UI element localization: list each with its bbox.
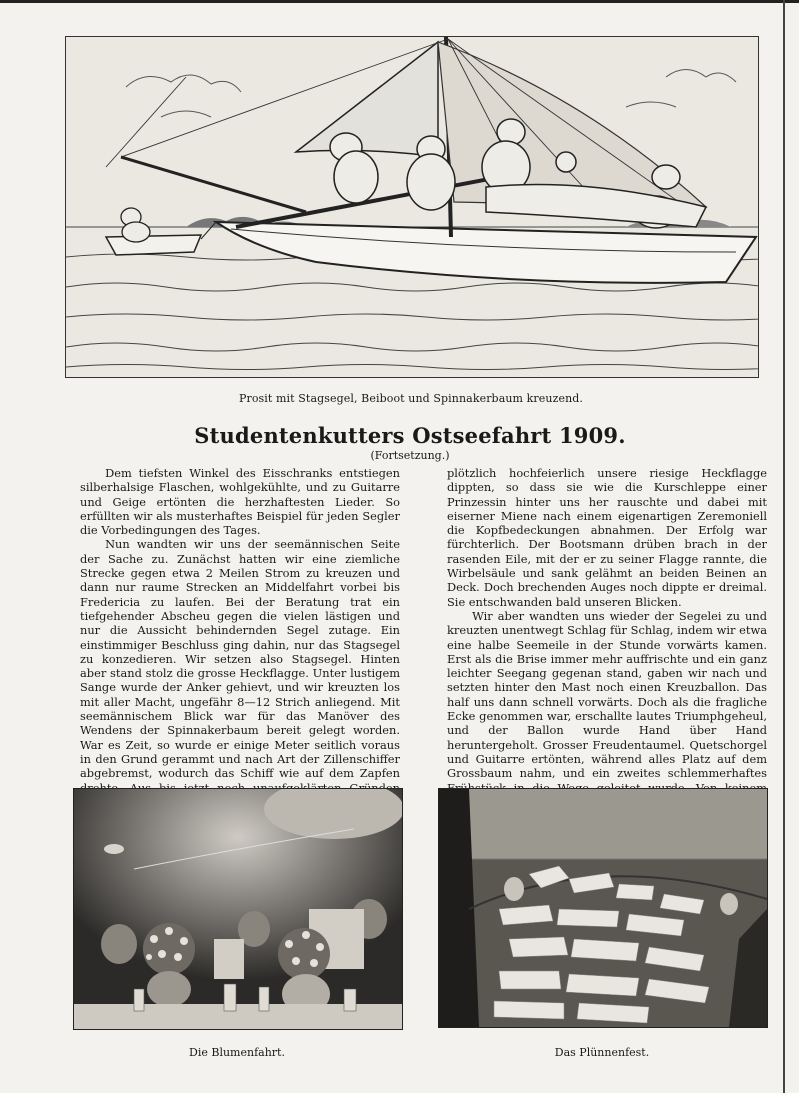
illustration-caption: Prosit mit Stagsegel, Beiboot und Spinnakerbaum kreuzend. [238,392,584,405]
top-border-rule [0,0,799,3]
article-title: Studentenkutters Ostseefahrt 1909. [194,423,626,448]
paragraph: Dem tiefsten Winkel des Eisschranks entstiegen silberhalsige Flaschen, wohlgekühlte, und zu Guitarre und Geige ertönten die herzhaftesten Lieder. So erfüllten wir als musterhaftes Beispiel für jeden Segler die Vorbedingungen des Tages. [80,466,400,538]
photo-pluennenfest-image [439,789,767,1027]
photo-blumenfahrt [73,788,403,1030]
photo-pluennenfest [438,788,768,1028]
sailboat-illustration [65,36,759,378]
photo-caption-left: Die Blumenfahrt. [189,1046,285,1059]
paragraph: plötzlich hochfeierlich unsere riesige Heckflagge dippten, so dass sie wie die Kurschleppe einer Prinzessin hinter uns her rauschte und dabei mit eiserner Miene nach einem eigenartigen Zeremoniell die Kopfbedeckungen abnahmen. Der Erfolg war fürchterlich. Der Bootsmann drüben brach in der rasenden Eile, mit der er zu seiner Flagge rannte, die Wirbelsäule und sank gelähmt an beiden Beinen an Deck. Doch brechenden Auges noch dippte er dreimal. Sie entschwanden bald unseren Blicken. [447,466,767,609]
photo-caption-right: Das Plünnenfest. [554,1046,650,1059]
article-subtitle: (Fortsetzung.) [370,449,450,462]
right-border-rule [783,0,785,1093]
paragraph: Wir aber wandten uns wieder der Segelei zu und kreuzten unentwegt Schlag für Schlag, indem wir etwa eine halbe Seemeile in der Stunde vorwärts kamen. Erst als die Brise immer mehr auffrischte und ein ganz leichter Seegang gegenan stand, gaben wir nach und setzten hinter den Mast noch einen Kreuzballon. Das half uns dann schnell vorwärts. Doch als die fragliche Ecke genommen war, erschallte lautes Triumphgeheul, und der Ballon wurde Hand über Hand heruntergeholt. Grosser Freudentaumel. Quetschorgel und Guitarre ertönten, während alles Platz auf dem Grossbaum nahm, und ein zweites schlemmerhaftes [447,608,767,781]
paragraph: Nun wandten wir uns der seemännischen Seite der Sache zu. Zunächst hatten wir eine ziemliche Strecke gegen etwa 2 Meilen Strom zu kreuzen und dann nur raume Strecken an Middelfahrt vorbei bis Fredericia zu laufen. Bei der Beratung trat ein tiefgehender Abscheu gegen die vielen lästigen und nur die Aussicht behindernden Segel zutage. Ein einstimmiger Beschluss ging dahin, nur das Stagsegel zu konzedieren. Wir setzen also Stagsegel. Hinten aber stand stolz die grosse Heckflagge. Unter lustigem Sange wurde der Anker gehievt, und wir kreuzten los mit aller Macht, ungefähr 8—12 Strich anliegend. Mit seemännischem Blick war für das Manöver des Wendens der Spinnakerbaum bereit gelegt worden. War es Zeit, so wurde er einige Meter seitlich voraus in den Grund gerammt und nach Art der Zillenschiffer abgebremst, wodurch das Schiff wie auf dem Zapfen [80,537,400,781]
sailboat-sketch [66,37,758,377]
photo-blumenfahrt-image [74,789,402,1029]
